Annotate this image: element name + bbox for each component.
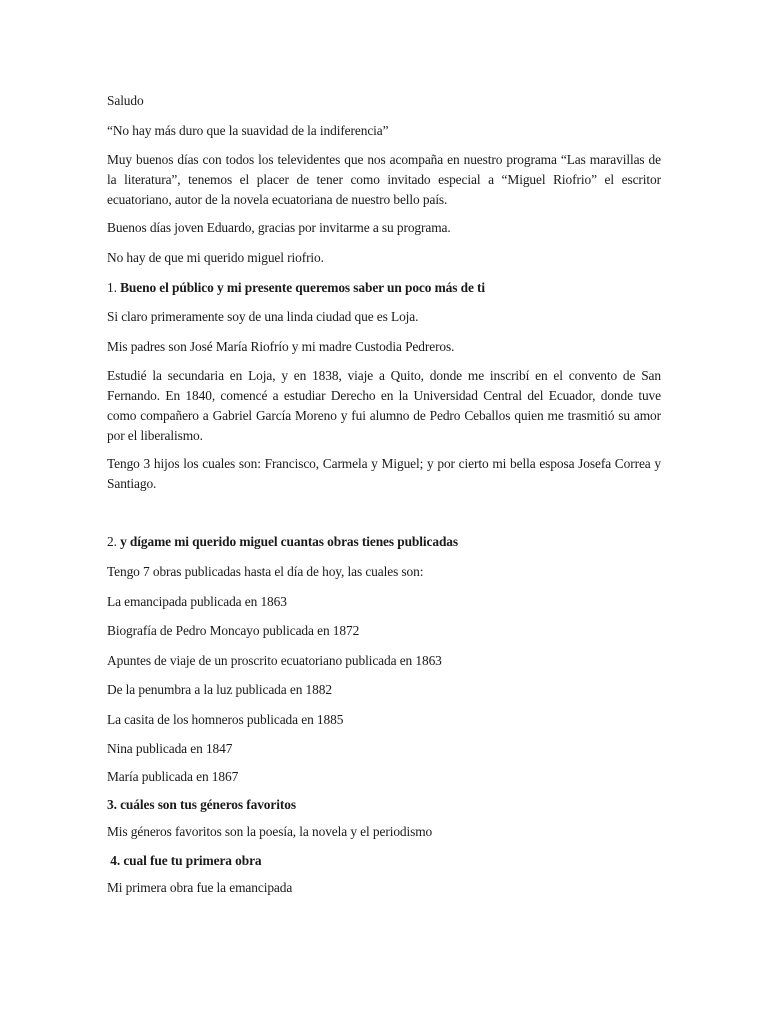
work-item: La casita de los homneros publicada en 1885 [107, 712, 344, 727]
answer-studies: Estudié la secundaria en Loja, y en 1838, viaje a Quito, donde me inscribí en el convento de San Fernando. En 1840, comencé a estudiar Derecho en la Universidad Central del Ecuador, donde tuve como compañero a Gabriel García Moreno y fui alumno de Pedro Ceballos quien me trasmitió su amor por el liberalismo. [107, 368, 661, 443]
answer-city: Si claro primeramente soy de una linda ciudad que es Loja. [107, 309, 419, 324]
work-item: De la penumbra a la luz publicada en 1882 [107, 682, 332, 697]
answer-first-work: Mi primera obra fue la emancipada [107, 880, 293, 895]
work-item: Nina publicada en 1847 [107, 741, 233, 756]
work-item: María publicada en 1867 [107, 769, 239, 784]
answer-genres: Mis géneros favoritos son la poesía, la novela y el periodismo [107, 824, 433, 839]
question-2 [107, 532, 661, 552]
question-2-number: 2. [107, 534, 117, 549]
greeting: Saludo [107, 93, 144, 108]
work-item: Apuntes de viaje de un proscrito ecuatoriano publicada en 1863 [107, 653, 442, 668]
question-1 [107, 278, 661, 298]
reply-welcome: No hay de que mi querido miguel riofrio. [107, 250, 324, 265]
reply-thanks: Buenos días joven Eduardo, gracias por invitarme a su programa. [107, 220, 451, 235]
answer-parents: Mis padres son José María Riofrío y mi madre Custodia Pedreros. [107, 339, 455, 354]
question-4: 4. cual fue tu primera obra [107, 853, 262, 868]
question-1-text: Bueno el público y mi presente queremos saber un poco más de ti [120, 280, 486, 295]
question-3: 3. cuáles son tus géneros favoritos [107, 797, 296, 812]
question-1-number: 1. [107, 280, 117, 295]
answer-works-intro: Tengo 7 obras publicadas hasta el día de hoy, las cuales son: [107, 564, 424, 579]
quote: “No hay más duro que la suavidad de la indiferencia” [107, 123, 389, 138]
work-item: Biografía de Pedro Moncayo publicada en 1872 [107, 623, 360, 638]
answer-family: Tengo 3 hijos los cuales son: Francisco, Carmela y Miguel; y por cierto mi bella esposa Josefa Correa y Santiago. [107, 456, 661, 491]
intro-paragraph: Muy buenos días con todos los televidentes que nos acompaña en nuestro programa “Las maravillas de la literatura”, tenemos el placer de tener como invitado especial a “Miguel Riofrio” el escritor ecuatoriano, autor de la novela ecuatoriana de nuestro bello país. [107, 152, 661, 207]
question-2-text: y dígame mi querido miguel cuantas obras tienes publicadas [120, 534, 459, 549]
document-page [107, 0, 661, 1024]
work-item: La emancipada publicada en 1863 [107, 594, 287, 609]
